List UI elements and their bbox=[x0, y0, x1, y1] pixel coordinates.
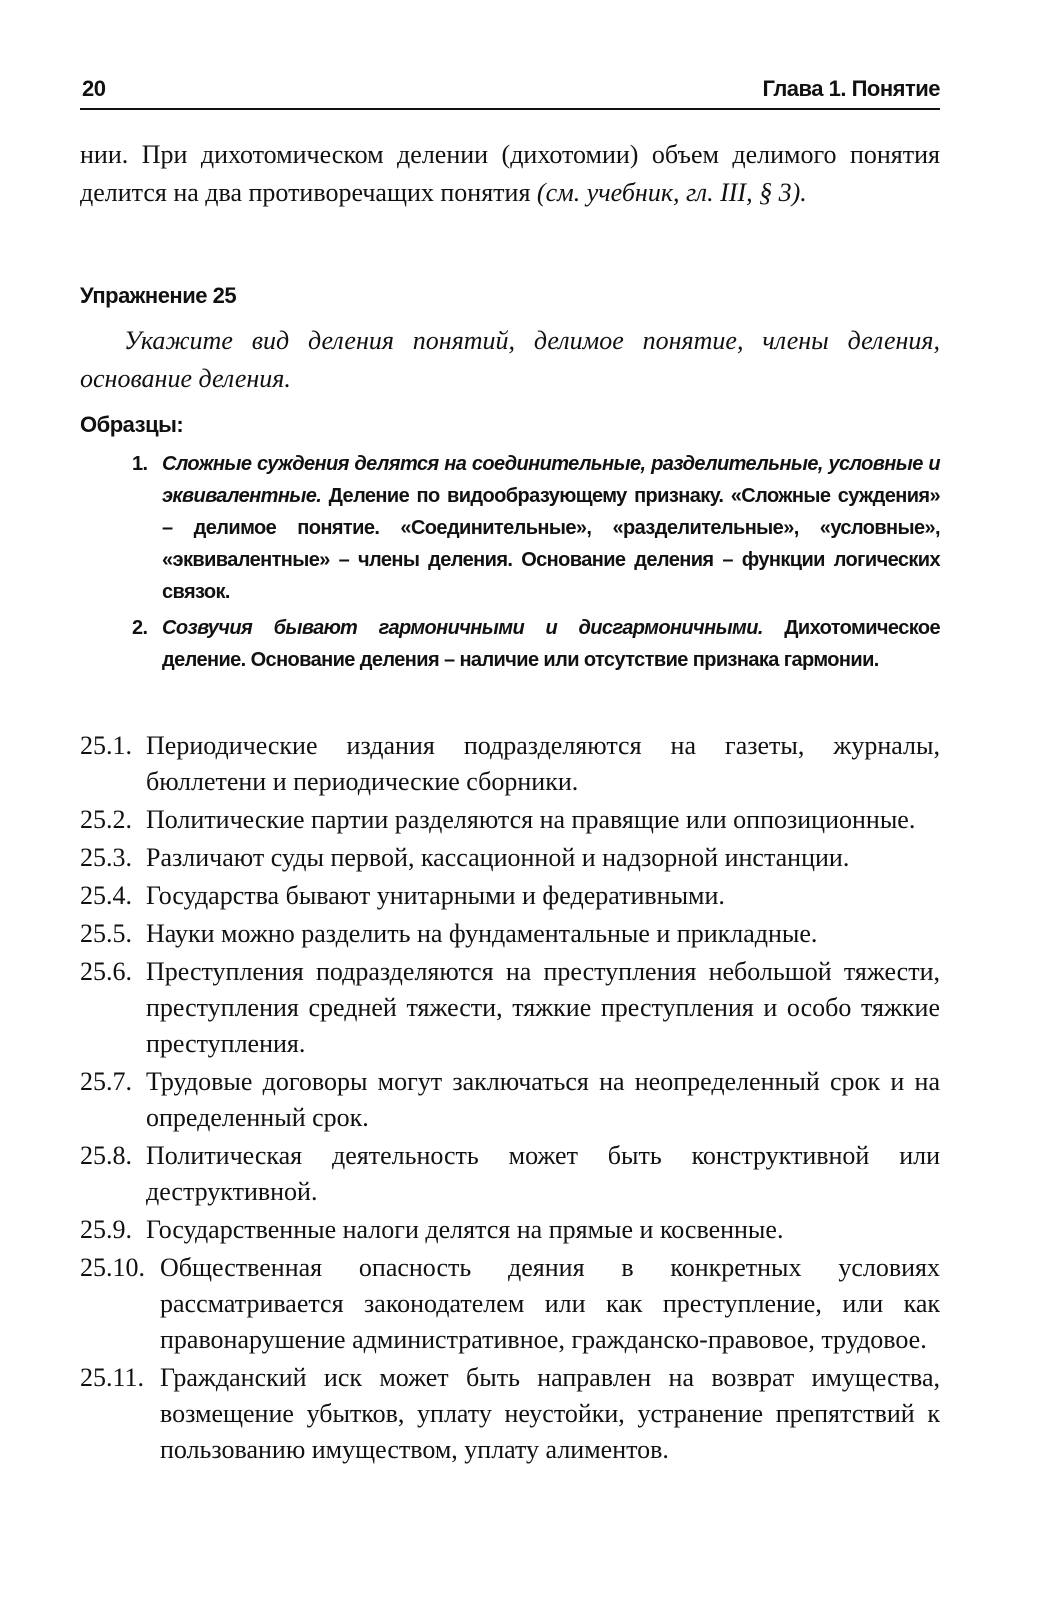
item-number: 25.6. bbox=[80, 957, 132, 986]
item-number: 25.2. bbox=[80, 805, 132, 834]
item-text: Государства бывают унитарными и федеративными. bbox=[146, 881, 725, 910]
intro-text: нии. При дихотомическом делении (дихотомии) объем делимого понятия делится на два противоречащих понятия bbox=[80, 140, 940, 207]
item-text: Трудовые договоры могут заключаться на неопределенный срок и на определенный срок. bbox=[146, 1067, 940, 1132]
samples-list bbox=[132, 448, 940, 676]
item-number: 25.10. bbox=[80, 1253, 145, 1282]
sample-lead: Сложные суждения делятся на соединительные, разделительные, условные и эквивалентные. bbox=[162, 453, 940, 507]
item-text: Науки можно разделить на фундаментальные и прикладные. bbox=[146, 919, 818, 948]
page-number: 20 bbox=[82, 76, 106, 101]
exercise-task: Укажите вид деления понятий, делимое понятие, члены деления, основание деления. bbox=[80, 326, 940, 393]
item-text: Общественная опасность деяния в конкретных условиях рассматривается законодателем или как преступление, или как правонарушение административное, гражданско-правовое, трудовое. bbox=[160, 1253, 940, 1354]
exercise-items bbox=[80, 728, 940, 1470]
item-number: 25.7. bbox=[80, 1067, 132, 1096]
item-number: 25.11. bbox=[80, 1363, 145, 1392]
exercise-item bbox=[80, 802, 940, 838]
exercise-title: Упражнение 25 bbox=[80, 283, 237, 308]
item-text: Гражданский иск может быть направлен на возврат имущества, возмещение убытков, уплату неустойки, устранение препятствий к пользованию имуществом, уплату алиментов. bbox=[160, 1363, 940, 1464]
item-text: Политические партии разделяются на правящие или оппозиционные. bbox=[146, 805, 916, 834]
item-number: 25.8. bbox=[80, 1141, 132, 1170]
sample-number: 2. bbox=[132, 617, 148, 639]
sample-text: Дихотомическое деление. Основание деления – наличие или отсутствие признака гармонии. bbox=[162, 617, 940, 671]
item-text: Периодические издания подразделяются на газеты, журналы, бюллетени и периодические сборники. bbox=[146, 731, 940, 796]
chapter-title: Глава 1. Понятие bbox=[762, 76, 940, 101]
exercise-item bbox=[80, 1212, 940, 1248]
samples-title: Образцы: bbox=[80, 412, 184, 437]
sample-item bbox=[132, 612, 940, 676]
sample-text: Деление по видообразующему признаку. «Сложные суждения» – делимое понятие. «Соединительные», «разделительные», «условные», «эквивалентные» – члены деления. Основание деления – функции логических связок. bbox=[162, 485, 940, 603]
exercise-item bbox=[80, 1250, 940, 1358]
item-number: 25.5. bbox=[80, 919, 132, 948]
sample-item bbox=[132, 448, 940, 608]
exercise-item bbox=[80, 954, 940, 1062]
exercise-item bbox=[80, 728, 940, 800]
running-head bbox=[80, 72, 940, 110]
sample-lead: Созвучия бывают гармоничными и дисгармоничными. bbox=[162, 617, 763, 639]
item-number: 25.1. bbox=[80, 731, 132, 760]
item-text: Преступления подразделяются на преступления небольшой тяжести, преступления средней тяжести, тяжкие преступления и особо тяжкие преступления. bbox=[146, 957, 940, 1058]
exercise-item bbox=[80, 1360, 940, 1468]
item-number: 25.3. bbox=[80, 843, 132, 872]
intro-reference: (см. учебник, гл. III, § 3). bbox=[536, 178, 807, 207]
item-text: Политическая деятельность может быть конструктивной или деструктивной. bbox=[146, 1141, 940, 1206]
intro-paragraph bbox=[80, 136, 940, 212]
item-text: Различают суды первой, кассационной и надзорной инстанции. bbox=[146, 843, 850, 872]
sample-number: 1. bbox=[132, 453, 148, 475]
exercise-item bbox=[80, 840, 940, 876]
exercise-item bbox=[80, 916, 940, 952]
item-number: 25.9. bbox=[80, 1215, 132, 1244]
exercise-item bbox=[80, 878, 940, 914]
item-number: 25.4. bbox=[80, 881, 132, 910]
item-text: Государственные налоги делятся на прямые и косвенные. bbox=[146, 1215, 784, 1244]
exercise-item bbox=[80, 1138, 940, 1210]
exercise-item bbox=[80, 1064, 940, 1136]
